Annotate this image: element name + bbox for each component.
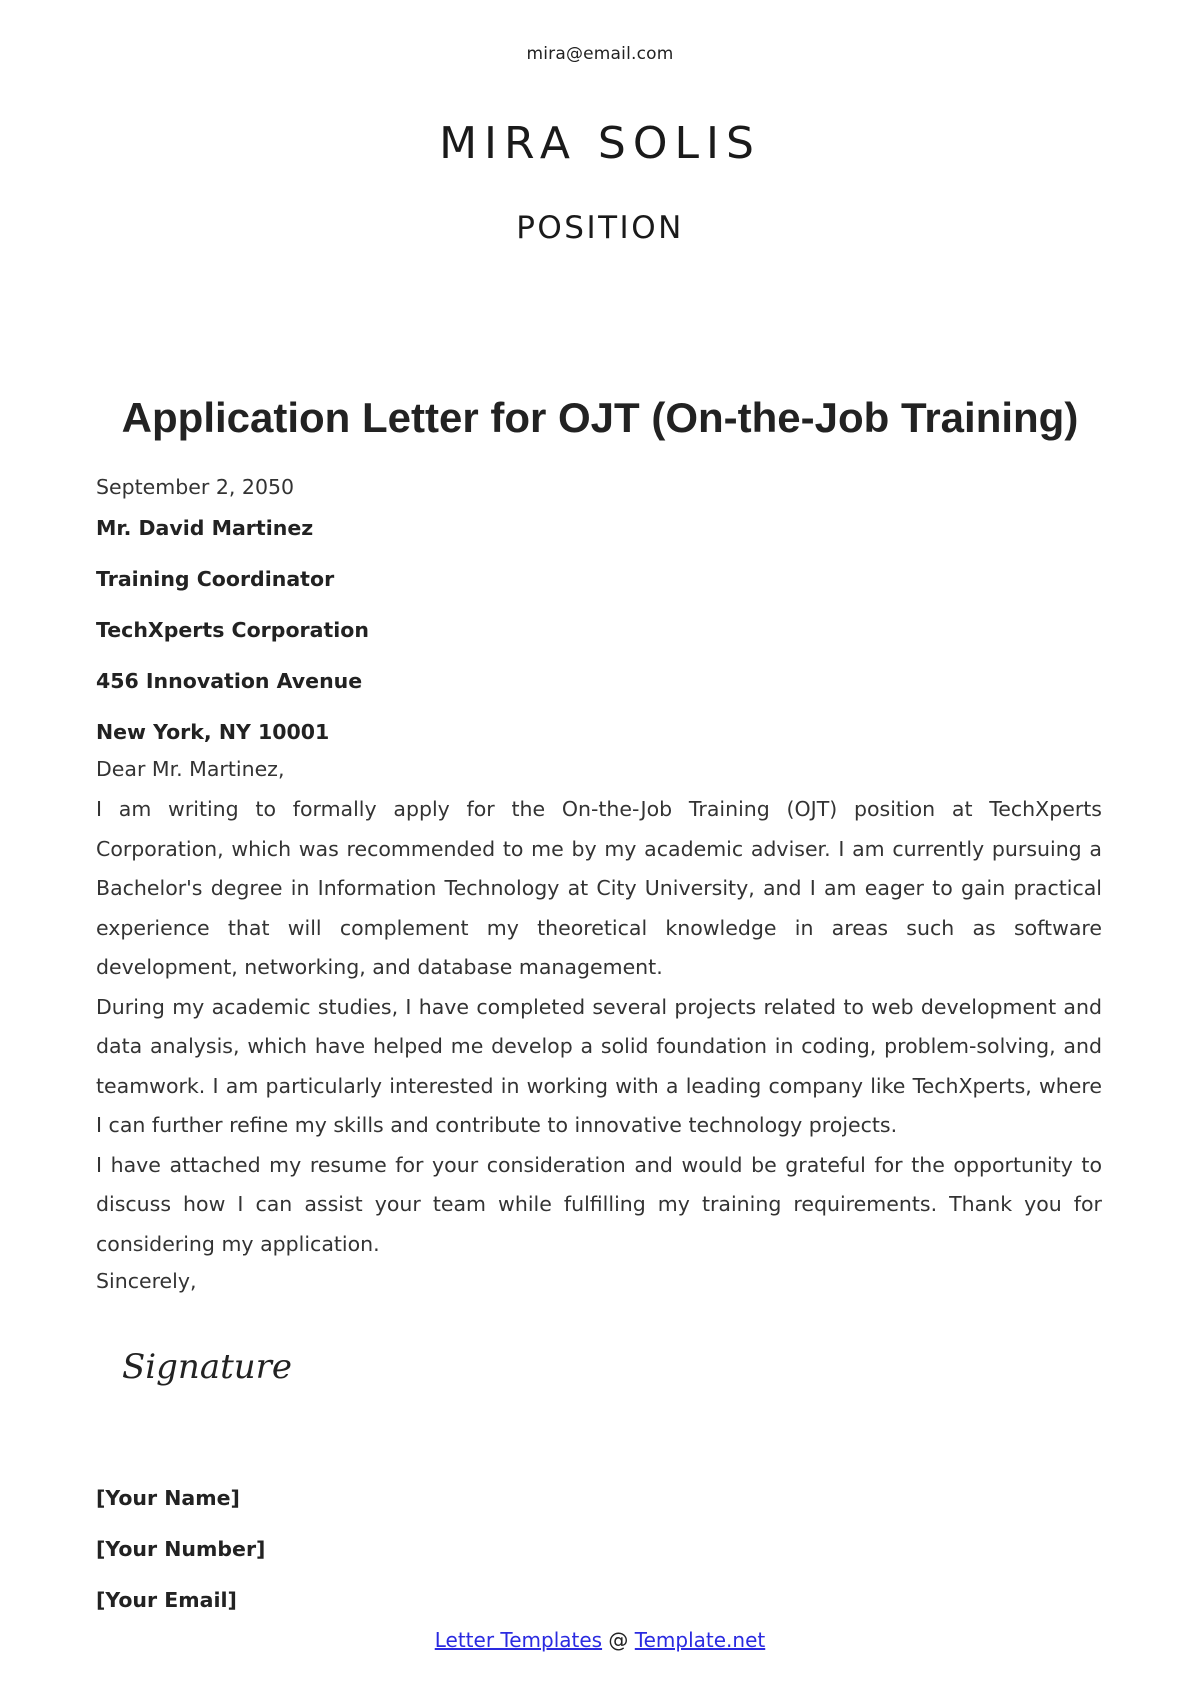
- recipient-city: New York, NY 10001: [96, 720, 330, 744]
- body-paragraph-2: During my academic studies, I have completed several projects related to web development and data analysis, which have helped me develop a solid foundation in coding, problem-solving, and teamwork. I am particularly interested in working with a leading company like TechXperts, where I can further refine my skills and contribute to innovative technology projects.: [96, 994, 1102, 1137]
- body-paragraph-3: I have attached my resume for your consideration and would be grateful for the opportunity to discuss how I can assist your team while fulfilling my training requirements. Thank you for considering my application.: [96, 1152, 1102, 1256]
- header-position: POSITION: [516, 210, 684, 246]
- recipient-street: 456 Innovation Avenue: [96, 669, 363, 693]
- sender-number: [Your Number]: [96, 1537, 266, 1561]
- footer-separator: @: [602, 1628, 635, 1652]
- body-paragraph-1: I am writing to formally apply for the On-the-Job Training (OJT) position at TechXperts Corporation, which was recommended to me by my academic adviser. I am currently pursuing a Bachelor's degree in Information Technology at City University, and I am eager to gain practical experience that will complement my theoretical knowledge in areas such as software development, networking, and database management.: [96, 797, 1102, 979]
- footer-link-template-net[interactable]: Template.net: [634, 1628, 766, 1652]
- signature-text: Signature: [122, 1347, 293, 1387]
- recipient-company: TechXperts Corporation: [96, 618, 369, 642]
- recipient-title: Training Coordinator: [96, 567, 335, 591]
- sender-block: [96, 1480, 265, 1633]
- closing: Sincerely,: [96, 1269, 197, 1293]
- letter-date: September 2, 2050: [96, 475, 295, 499]
- recipient-name: Mr. David Martinez: [96, 516, 314, 540]
- footer-link-letter-templates[interactable]: Letter Templates: [434, 1628, 603, 1652]
- letter-title: Application Letter for OJT (On-the-Job Training): [121, 394, 1079, 441]
- signature-image: [118, 1338, 318, 1398]
- salutation: Dear Mr. Martinez,: [96, 757, 285, 781]
- header-email: mira@email.com: [526, 44, 674, 64]
- footer: [0, 1628, 1200, 1652]
- sender-email: [Your Email]: [96, 1588, 237, 1612]
- letter-body: [96, 472, 1102, 1298]
- header-name: MIRA SOLIS: [439, 118, 761, 169]
- sender-name: [Your Name]: [96, 1486, 240, 1510]
